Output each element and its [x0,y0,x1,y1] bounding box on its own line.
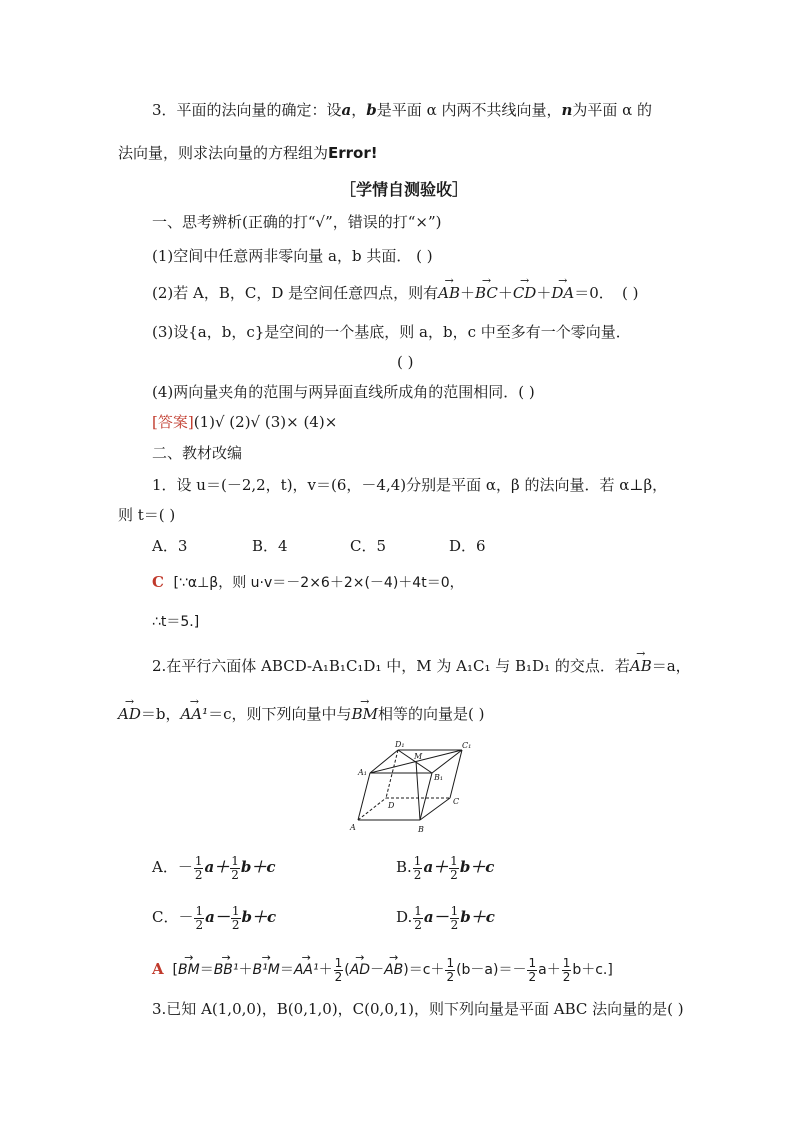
p1-option-b: B．4 [252,537,288,555]
segment-bm [416,761,420,820]
p2-option-b: B. $\frac{1}{2}$ a＋ $\frac{1}{2}$ b＋c [396,853,495,882]
label-a: A [350,823,356,832]
question-2: (2)若 A，B，C，D 是空间任意四点，则有→ AB＋→ BC＋→ CD＋→ DA＝0． [152,283,614,303]
p1-option-d: D．6 [449,537,486,555]
p1-option-c: C．5 [350,537,387,555]
label-c1: C₁ [462,741,472,750]
p2-option-d: D. $\frac{1}{2}$ a－ $\frac{1}{2}$ b＋c [396,903,495,932]
part1-heading: 一、思考辨析(正确的打“√”，错误的打“×”) [152,213,442,231]
problem-2-line-2: → AD＝b，→ AA¹＝c，则下列向量中与→ BM相等的向量是( ) [118,704,484,724]
question-3-paren: ( ) [397,353,414,371]
label-m: M [414,752,423,761]
p1-answer: C [∵α⊥β，则 u·v＝－2×6＋2×(－4)＋4t＝0， [152,573,464,591]
edge-a1a [358,773,370,820]
intro-line-1: 3．平面的法向量的确定：设a，b是平面 α 内两不共线向量，n为平面 α 的 [152,101,653,119]
p1-option-a: A．3 [152,537,188,555]
answer-line: [答案](1)√ (2)√ (3)× (4)× [152,413,338,431]
question-3: (3)设{a，b，c}是空间的一个基底，则 a，b，c 中至多有一个零向量． [152,323,631,341]
question-4: (4)两向量夹角的范围与两异面直线所成角的范围相同．( ) [152,383,535,401]
question-1: (1)空间中任意两非零向量 a，b 共面． ( ) [152,247,433,265]
parallelepiped-figure [340,738,480,838]
label-d: D [388,801,395,810]
label-d1: D₁ [395,740,405,749]
p2-option-a: A．－ $\frac{1}{2}$ a＋ $\frac{1}{2}$ b＋c [152,853,276,882]
problem-1-line-1: 1．设 u＝(－2,2，t)，v＝(6，－4,4)分别是平面 α，β 的法向量．若 α⊥β， [152,476,668,494]
problem-1-line-2: 则 t＝( ) [118,506,176,524]
section-title: ［学情自测验收］ [340,180,469,199]
problem-3-line-1: 3.已知 A(1,0,0)，B(0,1,0)，C(0,0,1)，则下列向量是平面 ABC 法向量的是( ) [152,1000,684,1018]
label-b1: B₁ [434,773,444,782]
part2-heading: 二、教材改编 [152,444,243,462]
problem-2-line-1: 2.在平行六面体 ABCD-A₁B₁C₁D₁ 中，M 为 A₁C₁ 与 B₁D₁ 的交点．若→ AB＝a， [152,656,691,676]
edge-d1d [386,750,398,798]
p1-answer-2: ∴t＝5.] [152,614,200,630]
p2-option-c: C．－ $\frac{1}{2}$ a－ $\frac{1}{2}$ b＋c [152,903,277,932]
label-a1: A₁ [358,768,367,777]
label-b: B [418,825,424,834]
edge-ad [358,798,386,820]
label-c: C [453,797,460,806]
p2-answer: A [→ BM＝→ BB¹＋→ B¹M＝→ AA¹＋ $\frac{1}{2}$ (→ AD－→ AB)＝c＋ $\frac{1}{2}$ (b－a)＝－ $\frac{1}{2}$ a＋ $\frac{1}{2}$ b＋c.] [152,954,613,985]
question-2-paren: ( ) [622,284,639,302]
intro-line-2: 法向量，则求法向量的方程组为Error! [118,144,378,162]
